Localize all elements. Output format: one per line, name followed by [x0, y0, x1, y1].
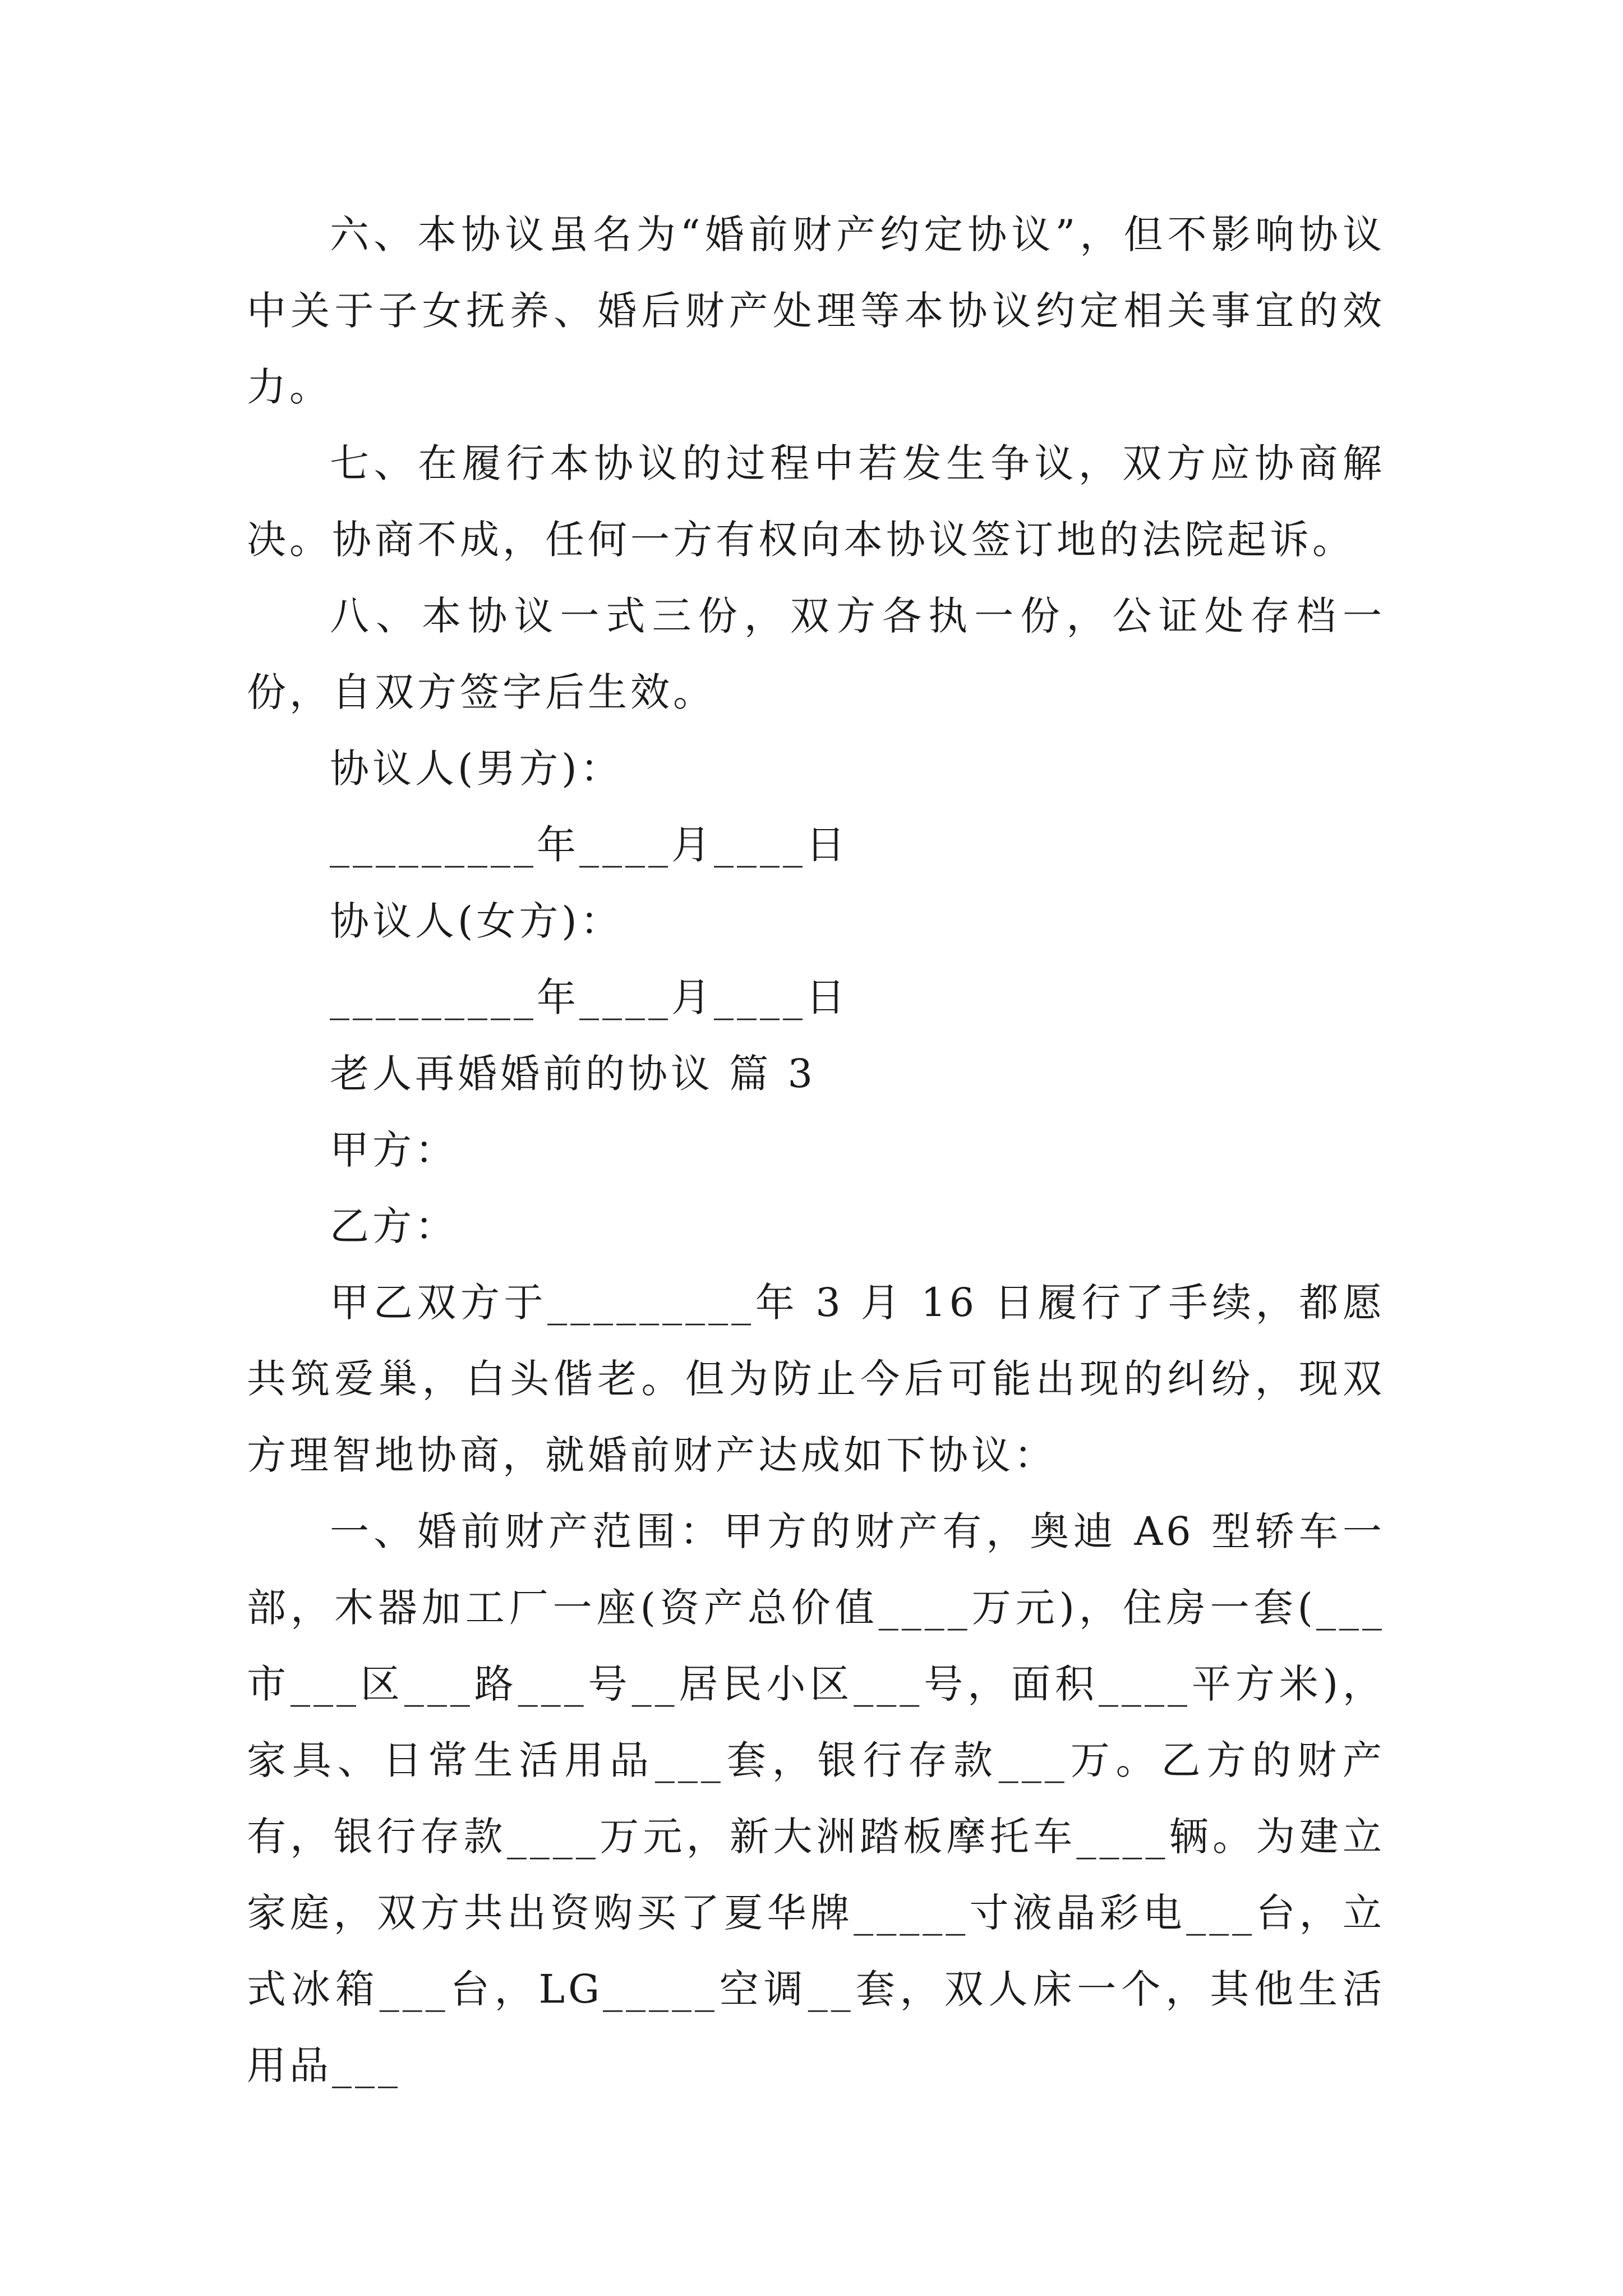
signature-male-label: 协议人(男方)：	[330, 746, 623, 792]
paragraph-clause-eight: 八、本协议一式三份，双方各执一份，公证处存档一份，自双方签字后生效。	[247, 593, 1385, 715]
paragraph-clause-six: 六、本协议虽名为“婚前财产约定协议”，但不影响协议中关于子女抚养、婚后财产处理等本协议约定相关事宜的效力。	[247, 211, 1385, 410]
paragraph-intro: 甲乙双方于_________年 3 月 16 日履行了手续，都愿共筑爱巢，白头偕老。但为防止今后可能出现的纠纷，现双方理智地协商，就婚前财产达成如下协议：	[247, 1280, 1385, 1478]
signature-female-label: 协议人(女方)：	[330, 898, 623, 944]
date-line-male: _________年____月____日	[330, 822, 849, 868]
paragraph-clause-one: 一、婚前财产范围：甲方的财产有，奥迪 A6 型轿车一部，木器加工厂一座(资产总价值____万元)，住房一套(___市___区___路___号__居民小区___号，面积____平方米)，家具、日常生活用品___套，银行存款___万。乙方的财产有，银行存款____万元，新大洲踏板摩托车____辆。为建立家庭，双方共出资购买了夏华牌_____寸液晶彩电___台，立式冰箱___台，LG_____空调__套，双人床一个，其他生活用品___	[247, 1508, 1385, 2088]
date-line-female: _________年____月____日	[330, 974, 849, 1020]
paragraph-clause-seven: 七、在履行本协议的过程中若发生争议，双方应协商解决。协商不成，任何一方有权向本协议签订地的法院起诉。	[247, 440, 1385, 563]
document-body	[247, 196, 1385, 2104]
section-title: 老人再婚婚前的协议 篇 3	[330, 1051, 817, 1097]
party-b-label: 乙方：	[330, 1203, 458, 1249]
party-a-label: 甲方：	[330, 1127, 458, 1173]
